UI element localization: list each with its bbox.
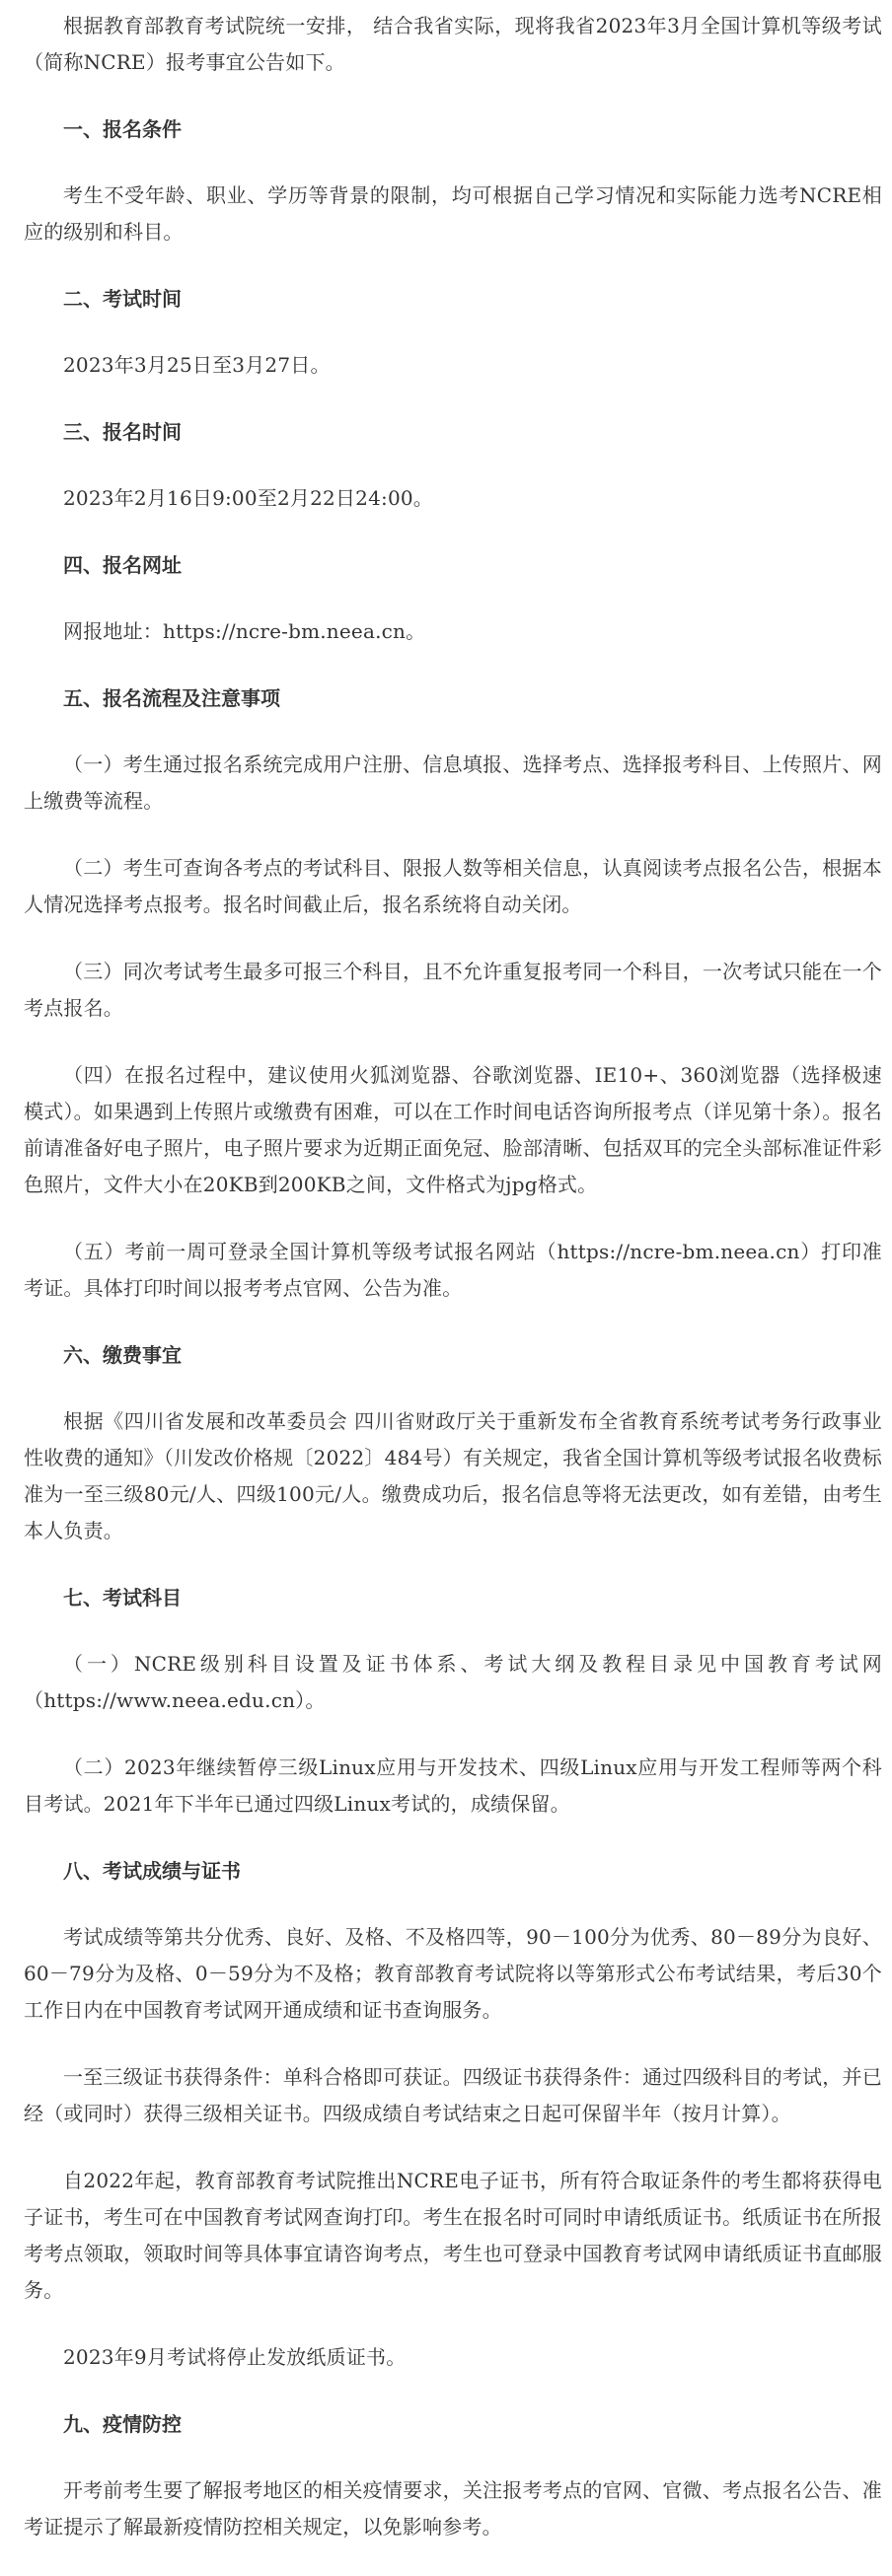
section-heading-registration-process: 五、报名流程及注意事项 bbox=[63, 686, 280, 710]
paragraph: 开考前考生要了解报考地区的相关疫情要求，关注报考考点的官网、官微、考点报名公告、准考证提示了解最新疫情防控相关规定，以免影响参考。 bbox=[24, 2478, 882, 2539]
paragraph: （三）同次考试考生最多可报三个科目，且不允许重复报考同一个科目，一次考试只能在一个考点报名。 bbox=[24, 960, 882, 1020]
paragraph: 2023年2月16日9:00至2月22日24:00。 bbox=[63, 486, 433, 510]
section-heading-epidemic-prevention: 九、疫情防控 bbox=[63, 2412, 182, 2436]
paragraph: 考试成绩等第共分优秀、良好、及格、不及格四等，90－100分为优秀、80－89分为良好、60－79分为及格、0－59分为不及格；教育部教育考试院将以等第形式公布考试结果，考后30个工作日内在中国教育考试网开通成绩和证书查询服务。 bbox=[24, 1925, 882, 2022]
section-heading-exam-time: 二、考试时间 bbox=[63, 287, 182, 311]
section-heading-registration-time: 三、报名时间 bbox=[63, 420, 182, 444]
section-heading-exam-subjects: 七、考试科目 bbox=[63, 1586, 182, 1610]
paragraph: 2023年3月25日至3月27日。 bbox=[63, 353, 331, 377]
paragraph: 自2022年起，教育部教育考试院推出NCRE电子证书，所有符合取证条件的考生都将获得电子证书，考生可在中国教育考试网查询打印。考生在报名时可同时申请纸质证书。纸质证书在所报考考点领取，领取时间等具体事宜请咨询考点，考生也可登录中国教育考试网申请纸质证书直邮服务。 bbox=[24, 2169, 882, 2302]
paragraph: （一）考生通过报名系统完成用户注册、信息填报、选择考点、选择报考科目、上传照片、网上缴费等流程。 bbox=[24, 752, 882, 813]
paragraph: （二）2023年继续暂停三级Linux应用与开发技术、四级Linux应用与开发工程师等两个科目考试。2021年下半年已通过四级Linux考试的，成绩保留。 bbox=[24, 1755, 882, 1816]
paragraph: 一至三级证书获得条件：单科合格即可获证。四级证书获得条件：通过四级科目的考试，并已经（或同时）获得三级相关证书。四级成绩自考试结束之日起可保留半年（按月计算）。 bbox=[24, 2065, 882, 2125]
paragraph: 网报地址：https://ncre-bm.neea.cn。 bbox=[63, 619, 426, 643]
paragraph: （二）考生可查询各考点的考试科目、限报人数等相关信息，认真阅读考点报名公告，根据本人情况选择考点报考。报名时间截止后，报名系统将自动关闭。 bbox=[24, 856, 882, 916]
section-heading-registration-conditions: 一、报名条件 bbox=[63, 117, 182, 141]
paragraph: 2023年9月考试将停止发放纸质证书。 bbox=[63, 2345, 407, 2369]
paragraph: （五）考前一周可登录全国计算机等级考试报名网站（https://ncre-bm.neea.cn）打印准考证。具体打印时间以报考考点官网、公告为准。 bbox=[24, 1240, 882, 1300]
paragraph: （一）NCRE级别科目设置及证书体系、考试大纲及教程目录见中国教育考试网（https://www.neea.edu.cn）。 bbox=[24, 1652, 882, 1712]
section-heading-scores-certificates: 八、考试成绩与证书 bbox=[63, 1859, 241, 1883]
intro-paragraph: 根据教育部教育考试院统一安排， 结合我省实际，现将我省2023年3月全国计算机等级考试（简称NCRE）报考事宜公告如下。 bbox=[24, 14, 882, 74]
paragraph: 根据《四川省发展和改革委员会 四川省财政厅关于重新发布全省教育系统考试考务行政事业性收费的通知》（川发改价格规〔2022〕484号）有关规定，我省全国计算机等级考试报名收费标准为一至三级80元/人、四级100元/人。缴费成功后，报名信息等将无法更改，如有差错，由考生本人负责。 bbox=[24, 1409, 882, 1542]
section-heading-fees: 六、缴费事宜 bbox=[63, 1343, 182, 1367]
paragraph: （四）在报名过程中，建议使用火狐浏览器、谷歌浏览器、IE10+、360浏览器（选择极速模式）。如果遇到上传照片或缴费有困难，可以在工作时间电话咨询所报考点（详见第十条）。报名前请准备好电子照片，电子照片要求为近期正面免冠、脸部清晰、包括双耳的完全头部标准证件彩色照片，文件大小在20KB到200KB之间，文件格式为jpg格式。 bbox=[24, 1063, 882, 1196]
paragraph: 考生不受年龄、职业、学历等背景的限制，均可根据自己学习情况和实际能力选考NCRE相应的级别和科目。 bbox=[24, 183, 882, 244]
section-heading-registration-url: 四、报名网址 bbox=[63, 553, 182, 577]
